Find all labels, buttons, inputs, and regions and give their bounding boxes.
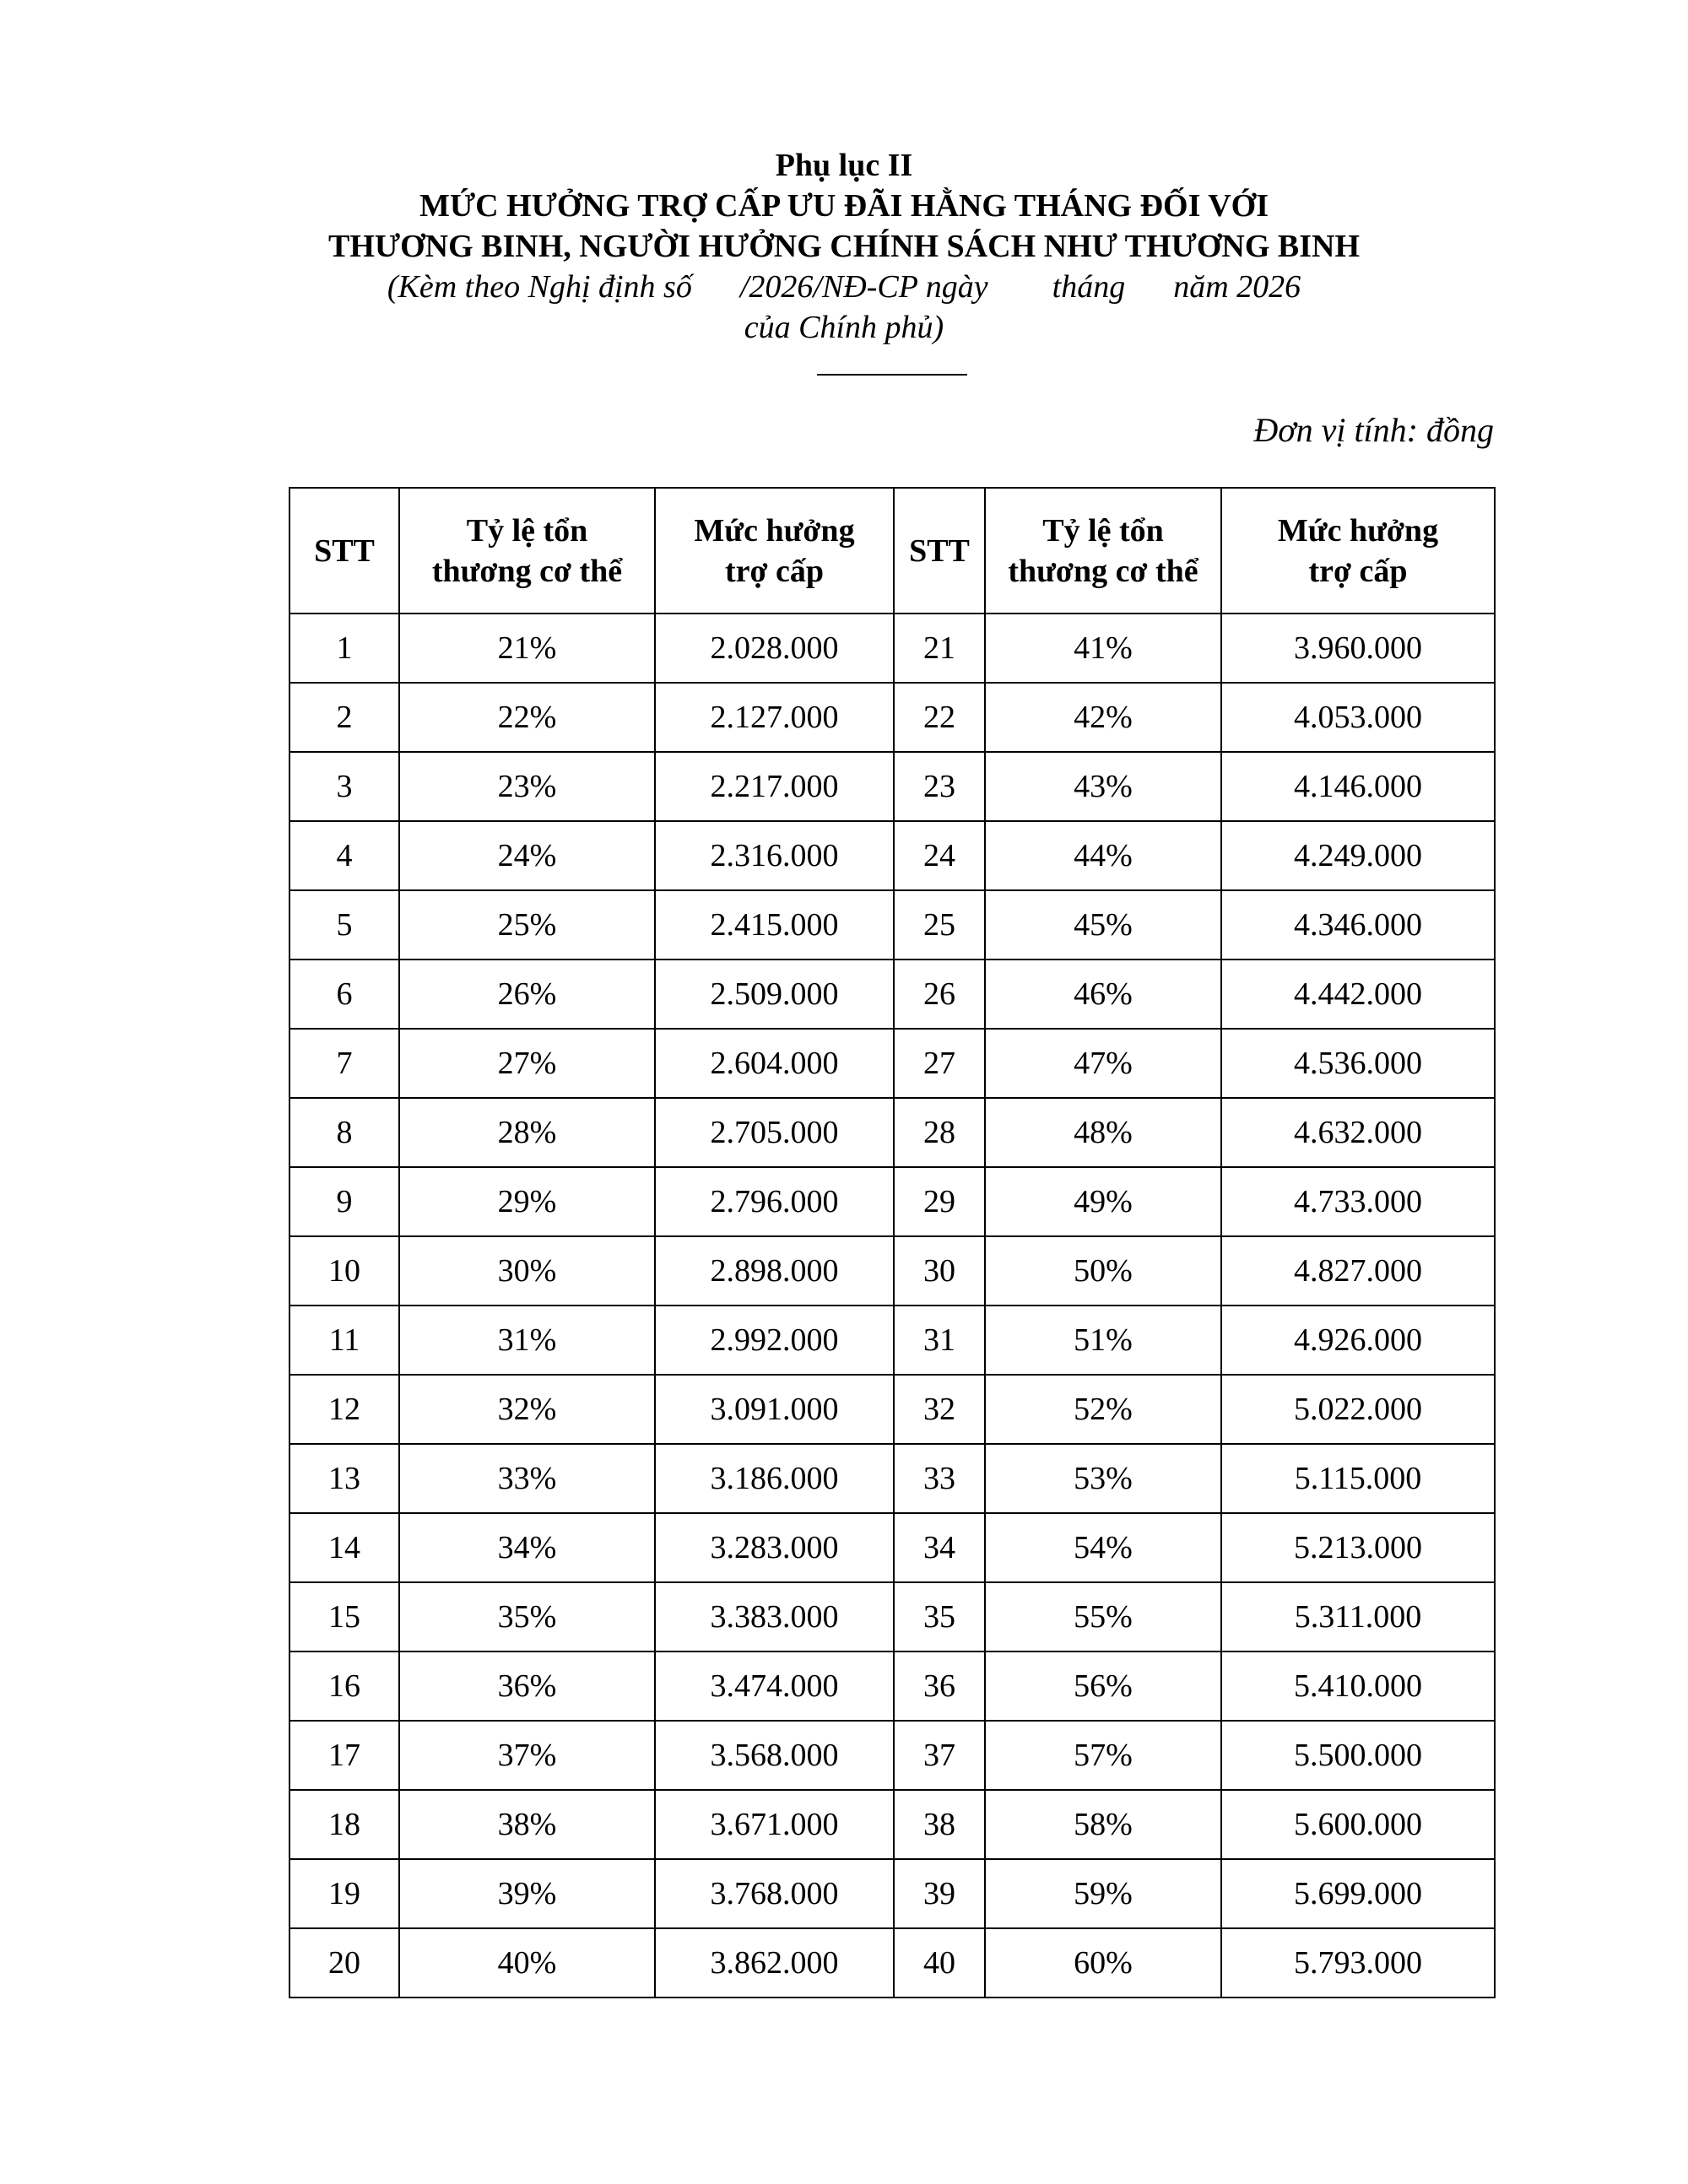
cell-benefit-amount: 3.091.000 xyxy=(655,1375,894,1444)
header-stt: STT xyxy=(289,488,399,614)
cell-injury-ratio: 60% xyxy=(985,1928,1221,1997)
table-row xyxy=(289,614,1495,683)
cell-injury-ratio: 38% xyxy=(399,1790,655,1859)
header-stt: STT xyxy=(894,488,985,614)
cell-benefit-amount: 2.028.000 xyxy=(655,614,894,683)
cell-stt: 10 xyxy=(289,1236,399,1306)
cell-stt: 11 xyxy=(289,1306,399,1375)
header-injury-ratio: Tỷ lệ tổn thương cơ thể xyxy=(399,488,655,614)
cell-stt: 25 xyxy=(894,890,985,960)
header-injury-ratio: Tỷ lệ tổn thương cơ thể xyxy=(985,488,1221,614)
cell-benefit-amount: 4.827.000 xyxy=(1221,1236,1495,1306)
cell-injury-ratio: 54% xyxy=(985,1513,1221,1582)
cell-stt: 31 xyxy=(894,1306,985,1375)
cell-stt: 2 xyxy=(289,683,399,752)
cell-injury-ratio: 51% xyxy=(985,1306,1221,1375)
cell-benefit-amount: 5.793.000 xyxy=(1221,1928,1495,1997)
cell-injury-ratio: 57% xyxy=(985,1721,1221,1790)
cell-benefit-amount: 5.213.000 xyxy=(1221,1513,1495,1582)
main-title-line-2: THƯƠNG BINH, NGƯỜI HƯỞNG CHÍNH SÁCH NHƯ THƯƠNG BINH xyxy=(327,229,1361,264)
cell-stt: 34 xyxy=(894,1513,985,1582)
table-row xyxy=(289,1444,1495,1513)
cell-injury-ratio: 34% xyxy=(399,1513,655,1582)
cell-stt: 18 xyxy=(289,1790,399,1859)
cell-injury-ratio: 28% xyxy=(399,1098,655,1167)
cell-injury-ratio: 48% xyxy=(985,1098,1221,1167)
cell-injury-ratio: 43% xyxy=(985,752,1221,821)
cell-benefit-amount: 5.022.000 xyxy=(1221,1375,1495,1444)
cell-benefit-amount: 2.415.000 xyxy=(655,890,894,960)
cell-injury-ratio: 26% xyxy=(399,960,655,1029)
cell-benefit-amount: 4.146.000 xyxy=(1221,752,1495,821)
table-row xyxy=(289,1167,1495,1236)
cell-benefit-amount: 3.186.000 xyxy=(655,1444,894,1513)
cell-stt: 28 xyxy=(894,1098,985,1167)
cell-benefit-amount: 3.474.000 xyxy=(655,1652,894,1721)
cell-benefit-amount: 2.217.000 xyxy=(655,752,894,821)
cell-stt: 17 xyxy=(289,1721,399,1790)
table-row xyxy=(289,683,1495,752)
cell-injury-ratio: 23% xyxy=(399,752,655,821)
table-row xyxy=(289,1306,1495,1375)
cell-benefit-amount: 2.992.000 xyxy=(655,1306,894,1375)
cell-injury-ratio: 37% xyxy=(399,1721,655,1790)
cell-injury-ratio: 32% xyxy=(399,1375,655,1444)
cell-injury-ratio: 42% xyxy=(985,683,1221,752)
cell-injury-ratio: 31% xyxy=(399,1306,655,1375)
cell-stt: 9 xyxy=(289,1167,399,1236)
cell-injury-ratio: 22% xyxy=(399,683,655,752)
cell-stt: 4 xyxy=(289,821,399,890)
cell-stt: 29 xyxy=(894,1167,985,1236)
cell-injury-ratio: 36% xyxy=(399,1652,655,1721)
cell-stt: 5 xyxy=(289,890,399,960)
table-row xyxy=(289,1928,1495,1997)
cell-benefit-amount: 2.509.000 xyxy=(655,960,894,1029)
cell-stt: 39 xyxy=(894,1859,985,1928)
cell-benefit-amount: 3.283.000 xyxy=(655,1513,894,1582)
cell-injury-ratio: 47% xyxy=(985,1029,1221,1098)
cell-benefit-amount: 5.600.000 xyxy=(1221,1790,1495,1859)
cell-injury-ratio: 56% xyxy=(985,1652,1221,1721)
cell-stt: 19 xyxy=(289,1859,399,1928)
table-row xyxy=(289,1236,1495,1306)
cell-benefit-amount: 2.796.000 xyxy=(655,1167,894,1236)
table-row xyxy=(289,1098,1495,1167)
cell-stt: 33 xyxy=(894,1444,985,1513)
cell-stt: 13 xyxy=(289,1444,399,1513)
cell-benefit-amount: 3.768.000 xyxy=(655,1859,894,1928)
cell-injury-ratio: 59% xyxy=(985,1859,1221,1928)
cell-benefit-amount: 4.249.000 xyxy=(1221,821,1495,890)
table-row xyxy=(289,821,1495,890)
cell-stt: 3 xyxy=(289,752,399,821)
cell-injury-ratio: 33% xyxy=(399,1444,655,1513)
cell-stt: 38 xyxy=(894,1790,985,1859)
cell-injury-ratio: 21% xyxy=(399,614,655,683)
cell-benefit-amount: 5.115.000 xyxy=(1221,1444,1495,1513)
cell-injury-ratio: 45% xyxy=(985,890,1221,960)
cell-stt: 36 xyxy=(894,1652,985,1721)
table-row xyxy=(289,1790,1495,1859)
table-row xyxy=(289,1513,1495,1582)
cell-stt: 40 xyxy=(894,1928,985,1997)
table-row xyxy=(289,1652,1495,1721)
cell-benefit-amount: 2.316.000 xyxy=(655,821,894,890)
cell-injury-ratio: 40% xyxy=(399,1928,655,1997)
cell-stt: 1 xyxy=(289,614,399,683)
cell-injury-ratio: 53% xyxy=(985,1444,1221,1513)
cell-injury-ratio: 35% xyxy=(399,1582,655,1652)
cell-stt: 30 xyxy=(894,1236,985,1306)
cell-injury-ratio: 29% xyxy=(399,1167,655,1236)
cell-benefit-amount: 2.898.000 xyxy=(655,1236,894,1306)
decree-reference-line-2: của Chính phủ) xyxy=(744,310,944,345)
cell-benefit-amount: 4.442.000 xyxy=(1221,960,1495,1029)
table-body xyxy=(289,614,1495,1997)
cell-benefit-amount: 4.733.000 xyxy=(1221,1167,1495,1236)
cell-injury-ratio: 30% xyxy=(399,1236,655,1306)
cell-injury-ratio: 52% xyxy=(985,1375,1221,1444)
header-benefit-amount: Mức hưởng trợ cấp xyxy=(1221,488,1495,614)
table-row xyxy=(289,890,1495,960)
cell-stt: 16 xyxy=(289,1652,399,1721)
cell-stt: 32 xyxy=(894,1375,985,1444)
cell-benefit-amount: 5.311.000 xyxy=(1221,1582,1495,1652)
header-benefit-amount: Mức hưởng trợ cấp xyxy=(655,488,894,614)
cell-injury-ratio: 50% xyxy=(985,1236,1221,1306)
document-heading xyxy=(0,145,1688,348)
table-row xyxy=(289,1375,1495,1444)
cell-stt: 22 xyxy=(894,683,985,752)
cell-benefit-amount: 4.632.000 xyxy=(1221,1098,1495,1167)
cell-benefit-amount: 5.500.000 xyxy=(1221,1721,1495,1790)
annex-title: Phụ lục II xyxy=(775,148,913,183)
cell-benefit-amount: 3.960.000 xyxy=(1221,614,1495,683)
cell-benefit-amount: 4.926.000 xyxy=(1221,1306,1495,1375)
cell-injury-ratio: 58% xyxy=(985,1790,1221,1859)
cell-stt: 21 xyxy=(894,614,985,683)
table-row xyxy=(289,1859,1495,1928)
table-row xyxy=(289,1582,1495,1652)
cell-stt: 12 xyxy=(289,1375,399,1444)
cell-benefit-amount: 2.127.000 xyxy=(655,683,894,752)
cell-stt: 7 xyxy=(289,1029,399,1098)
cell-stt: 15 xyxy=(289,1582,399,1652)
cell-benefit-amount: 3.568.000 xyxy=(655,1721,894,1790)
cell-stt: 20 xyxy=(289,1928,399,1997)
cell-injury-ratio: 24% xyxy=(399,821,655,890)
cell-stt: 37 xyxy=(894,1721,985,1790)
main-title-line-1: MỨC HƯỞNG TRỢ CẤP ƯU ĐÃI HẰNG THÁNG ĐỐI VỚI xyxy=(419,188,1269,224)
cell-injury-ratio: 27% xyxy=(399,1029,655,1098)
table-row xyxy=(289,1029,1495,1098)
decree-reference-line-1: (Kèm theo Nghị định số /2026/NĐ-CP ngày tháng năm 2026 xyxy=(387,269,1301,305)
cell-injury-ratio: 41% xyxy=(985,614,1221,683)
cell-injury-ratio: 49% xyxy=(985,1167,1221,1236)
table-header-row xyxy=(289,488,1495,614)
unit-label: Đơn vị tính: đồng xyxy=(1253,411,1494,449)
table-row xyxy=(289,960,1495,1029)
cell-injury-ratio: 55% xyxy=(985,1582,1221,1652)
benefit-table xyxy=(289,487,1496,1998)
cell-stt: 8 xyxy=(289,1098,399,1167)
cell-benefit-amount: 5.699.000 xyxy=(1221,1859,1495,1928)
cell-injury-ratio: 25% xyxy=(399,890,655,960)
cell-benefit-amount: 3.862.000 xyxy=(655,1928,894,1997)
title-divider xyxy=(817,374,967,376)
cell-injury-ratio: 44% xyxy=(985,821,1221,890)
cell-benefit-amount: 5.410.000 xyxy=(1221,1652,1495,1721)
cell-stt: 14 xyxy=(289,1513,399,1582)
cell-benefit-amount: 2.705.000 xyxy=(655,1098,894,1167)
table-row xyxy=(289,752,1495,821)
cell-benefit-amount: 4.053.000 xyxy=(1221,683,1495,752)
cell-benefit-amount: 4.346.000 xyxy=(1221,890,1495,960)
cell-stt: 6 xyxy=(289,960,399,1029)
cell-injury-ratio: 46% xyxy=(985,960,1221,1029)
table-row xyxy=(289,1721,1495,1790)
cell-stt: 35 xyxy=(894,1582,985,1652)
cell-stt: 27 xyxy=(894,1029,985,1098)
cell-stt: 26 xyxy=(894,960,985,1029)
cell-benefit-amount: 4.536.000 xyxy=(1221,1029,1495,1098)
cell-benefit-amount: 3.383.000 xyxy=(655,1582,894,1652)
cell-benefit-amount: 2.604.000 xyxy=(655,1029,894,1098)
cell-benefit-amount: 3.671.000 xyxy=(655,1790,894,1859)
cell-stt: 23 xyxy=(894,752,985,821)
cell-injury-ratio: 39% xyxy=(399,1859,655,1928)
cell-stt: 24 xyxy=(894,821,985,890)
